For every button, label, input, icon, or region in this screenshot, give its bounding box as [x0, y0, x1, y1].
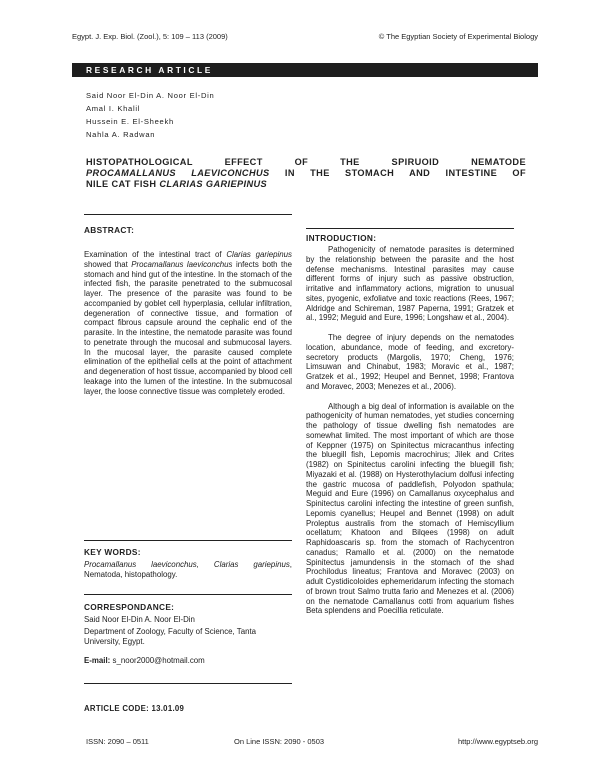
email-address[interactable]: s_noor2000@hotmail.com [112, 656, 205, 665]
abstract-text: Examination of the intestinal tract of Clarias gariepinus showed that Procamallanus laeviconchus infects both the stomach and hind gut of the intestine. In the stomach of the infected fish, the parasite penetrated to the submucosal layer. The presence of the parasite was found to be accompanied by goblet cell hyperplasia, cellular infiltration, degeneration of connective tissue, and formation of compact fibrous capsule around the cephalic end of the parasite. In the intestine, the nematode parasite was found to penetrate through the mucosal and submucosal layers. In the mucosal layer, the parasite caused complete elimination of the epithelial cells at the point of attachment and degeneration of host tissue, accompanied by blood cell leakage into the lumen of the intestine. In the submucosal layer, the loose connective tissue was completely eroded. [84, 250, 293, 396]
keywords-rule [84, 540, 292, 541]
intro-paragraph-1: Pathogenicity of nematode parasites is determined by the relationship between the parasite and the host defense mechanisms. Intestinal parasites may cause different forms of injury such as passive obstruction, irritative and inflammatory actions, migration to unusual sites, pyogenic, exfoliatve and toxic reactions (Rees, 1967; Aldridge and Schireman, 1987 Paperna, 1991; Gratzek et al., 1992; Meguid and Eure, 1996; Longshaw et al., 2004). [306, 245, 514, 323]
introduction-text [306, 245, 514, 616]
keywords-heading: KEY WORDS: [84, 547, 141, 557]
introduction-rule [306, 228, 514, 229]
paper-title-line-2: PROCAMALLANUS LAEVICONCHUS IN THE STOMACH AND INTESTINE OF [86, 168, 526, 178]
correspondence-rule [84, 594, 292, 595]
email-line [84, 656, 292, 666]
abstract-heading: ABSTRACT: [84, 225, 135, 235]
intro-paragraph-3: Although a big deal of information is available on the pathogenicity of human nematodes, yet studies concerning the pathology of tissue dwelling fish nematodes are somewhat limited. The most important of which are those of Keppner (1975) on Spinitectus micracanthus infecting the bluegill fish, Lepomis macrochirus; Jilek and Crites (1982) on Spinitectus carolini infecting the bluegill fish; Miyazaki et al. (1988) on Hysterothylacium dolfusi infecting the gastric mucosa of paddlefish, Polyodon spathula; Meguid and Eure (1996) on Camallanus oxycephalus and Spinitectus carolini infecting the intestine of green sunfish, Lepomis cyanellus; Heupel and Bennet (1998) on adult Proleptus australis from the stomach of Hemiscyllium ocellatum; Khatoon and Bilqees (1998) on adult Raphidoascaris sp. from the stomach of Rachycentron canadus; Ramallo et al. (2000) on the nematode Spinitectus jamundensis in the stomach of the shad Prochilodus lineatus; Frantova and Moravec (2003) on adult Cystidicoloides ephemeridarum infecting the stomach of brown trout Salmo trutta fario and Menezes et al. (2006) on the nematode Camallanus cotti from aquarium fishes Beta splendens and Poecillia reticulate. [306, 401, 514, 616]
correspondence-name: Said Noor El-Din A. Noor El-Din [84, 615, 195, 624]
article-type-label: RESEARCH ARTICLE [86, 65, 213, 75]
society-copyright: © The Egyptian Society of Experimental Biology [378, 32, 538, 41]
correspondence-heading: CORRESPONDANCE: [84, 602, 175, 612]
footer-website[interactable]: http://www.egyptseb.org [457, 737, 538, 746]
paper-title-line-1: HISTOPATHOLOGICAL EFFECT OF THE SPIRUOID NEMATODE [86, 157, 526, 167]
paper-title-line-3: NILE CAT FISH CLARIAS GARIEPINUS [86, 179, 268, 189]
article-type-bar [72, 63, 538, 77]
title-species-procamallanus: PROCAMALLANUS LAEVICONCHUS [86, 168, 270, 178]
footer-issn: ISSN: 2090 – 0511 [86, 737, 149, 746]
article-code-rule [84, 683, 292, 684]
abstract-top-rule [84, 214, 292, 215]
article-code: ARTICLE CODE: 13.01.09 [84, 704, 185, 713]
intro-paragraph-2: The degree of injury depends on the nematodes location, abundance, mode of feeding, and excretory-secretory products (Margolis, 1970; Cheng, 1976; Limsuwan and Chinabut, 1983; Moravic et al., 1987; Gratzek et al., 1992; Heupel and Bennet, 1998; Frantova and Moravec, 2003; Menezes et al., 2006). [306, 333, 514, 391]
email-label: E-mail: [84, 656, 113, 665]
correspondence-address: Department of Zoology, Faculty of Science, Tanta University, Egypt. [84, 627, 257, 646]
title-species-clarias: CLARIAS GARIEPINUS [159, 179, 268, 189]
keywords-text: Procamallanus laeviconchus, Clarias gariepinus, Nematoda, histopathology. [84, 560, 292, 579]
introduction-heading: INTRODUCTION: [306, 233, 377, 243]
author-4: Nahla A. Radwan [86, 130, 156, 139]
footer-online-issn: On Line ISSN: 2090 - 0503 [234, 737, 325, 746]
author-1: Said Noor El-Din A. Noor El-Din [86, 91, 215, 100]
author-3: Hussein E. El-Sheekh [86, 117, 174, 126]
author-2: Amal I. Khalil [86, 104, 141, 113]
journal-citation: Egypt. J. Exp. Biol. (Zool.), 5: 109 – 113 (2009) [72, 32, 228, 41]
